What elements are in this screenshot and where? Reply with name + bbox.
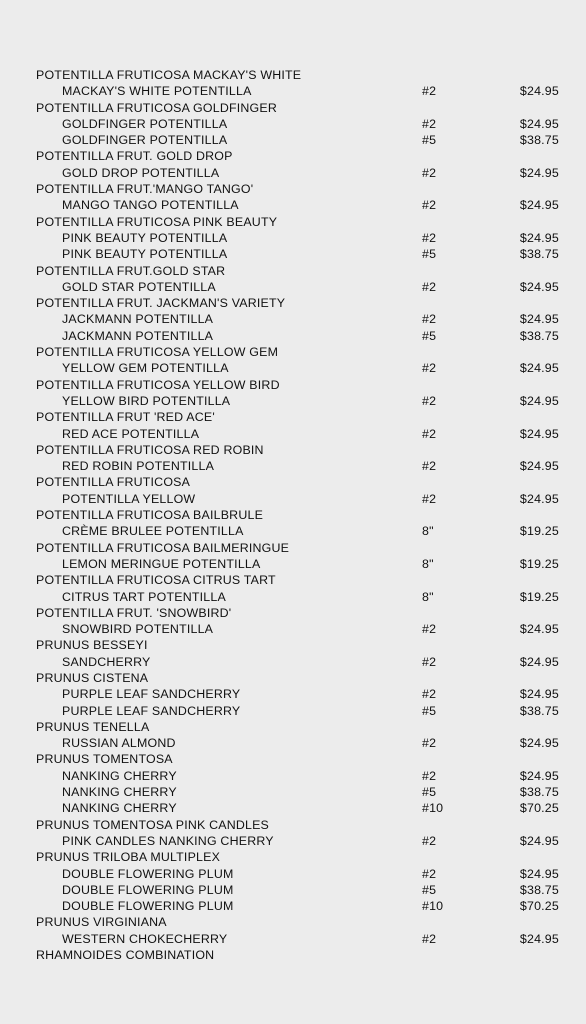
plant-item-row bbox=[0, 426, 586, 442]
common-name: GOLDFINGER POTENTILLA bbox=[62, 133, 228, 148]
plant-item-row bbox=[0, 768, 586, 784]
price: $24.95 bbox=[519, 459, 559, 474]
plant-item-row bbox=[0, 328, 586, 344]
plant-item-row bbox=[0, 458, 586, 474]
botanical-name: POTENTILLA FRUTICOSA BAILBRULE bbox=[36, 508, 264, 523]
botanical-name: RHAMNOIDES COMBINATION bbox=[36, 948, 215, 963]
plant-item-row bbox=[0, 621, 586, 637]
container-size: #2 bbox=[422, 833, 437, 848]
price: $24.95 bbox=[519, 165, 559, 180]
plant-item-row bbox=[0, 116, 586, 132]
plant-item-row bbox=[0, 279, 586, 295]
common-name: RED ACE POTENTILLA bbox=[62, 426, 200, 441]
plant-item-row bbox=[0, 654, 586, 670]
botanical-name: POTENTILLA FRUT 'RED ACE' bbox=[36, 410, 215, 425]
plant-item-row bbox=[0, 882, 586, 898]
plant-heading bbox=[0, 947, 586, 963]
plant-heading bbox=[0, 67, 586, 83]
botanical-name: POTENTILLA FRUTICOSA YELLOW GEM bbox=[36, 345, 279, 360]
container-size: #5 bbox=[422, 785, 437, 800]
plant-item-row bbox=[0, 311, 586, 327]
price: $24.95 bbox=[519, 279, 559, 294]
plant-item-row bbox=[0, 491, 586, 507]
price: $24.95 bbox=[519, 622, 559, 637]
price: $24.95 bbox=[519, 230, 559, 245]
container-size: #2 bbox=[422, 866, 437, 881]
botanical-name: POTENTILLA FRUTICOSA RED ROBIN bbox=[36, 442, 264, 457]
plant-heading bbox=[0, 507, 586, 523]
price: $70.25 bbox=[519, 801, 559, 816]
price: $24.95 bbox=[519, 393, 559, 408]
plant-item-row bbox=[0, 735, 586, 751]
common-name: CITRUS TART POTENTILLA bbox=[62, 589, 226, 604]
container-size: #5 bbox=[422, 703, 437, 718]
container-size: #2 bbox=[422, 230, 437, 245]
price: $24.95 bbox=[519, 833, 559, 848]
container-size: #2 bbox=[422, 198, 437, 213]
common-name: MACKAY'S WHITE POTENTILLA bbox=[62, 84, 252, 99]
container-size: #10 bbox=[422, 801, 444, 816]
botanical-name: POTENTILLA FRUT. JACKMAN'S VARIETY bbox=[36, 296, 286, 311]
plant-heading bbox=[0, 540, 586, 556]
price-list bbox=[0, 67, 586, 963]
plant-heading bbox=[0, 409, 586, 425]
common-name: SANDCHERRY bbox=[62, 654, 151, 669]
plant-item-row bbox=[0, 523, 586, 539]
common-name: YELLOW GEM POTENTILLA bbox=[62, 361, 229, 376]
price: $24.95 bbox=[519, 736, 559, 751]
common-name: PINK CANDLES NANKING CHERRY bbox=[62, 833, 274, 848]
plant-item-row bbox=[0, 898, 586, 914]
common-name: POTENTILLA YELLOW bbox=[62, 491, 196, 506]
botanical-name: PRUNUS TRILOBA MULTIPLEX bbox=[36, 850, 221, 865]
price: $24.95 bbox=[519, 687, 559, 702]
plant-heading bbox=[0, 914, 586, 930]
botanical-name: PRUNUS VIRGINIANA bbox=[36, 915, 167, 930]
container-size: #2 bbox=[422, 768, 437, 783]
common-name: PINK BEAUTY POTENTILLA bbox=[62, 230, 228, 245]
plant-item-row bbox=[0, 165, 586, 181]
container-size: #2 bbox=[422, 622, 437, 637]
botanical-name: POTENTILLA FRUT.'MANGO TANGO' bbox=[36, 182, 254, 197]
plant-item-row bbox=[0, 556, 586, 572]
container-size: #2 bbox=[422, 312, 437, 327]
plant-item-row bbox=[0, 703, 586, 719]
common-name: NANKING CHERRY bbox=[62, 801, 177, 816]
plant-heading bbox=[0, 181, 586, 197]
common-name: YELLOW BIRD POTENTILLA bbox=[62, 393, 231, 408]
botanical-name: POTENTILLA FRUTICOSA bbox=[36, 475, 191, 490]
botanical-name: POTENTILLA FRUT. 'SNOWBIRD' bbox=[36, 605, 232, 620]
common-name: DOUBLE FLOWERING PLUM bbox=[62, 882, 234, 897]
botanical-name: PRUNUS BESSEYI bbox=[36, 638, 148, 653]
price: $38.75 bbox=[519, 882, 559, 897]
plant-item-row bbox=[0, 230, 586, 246]
common-name: SNOWBIRD POTENTILLA bbox=[62, 622, 214, 637]
plant-heading bbox=[0, 751, 586, 767]
plant-item-row bbox=[0, 866, 586, 882]
plant-heading bbox=[0, 474, 586, 490]
price: $24.95 bbox=[519, 116, 559, 131]
botanical-name: POTENTILLA FRUTICOSA CITRUS TART bbox=[36, 573, 276, 588]
price: $24.95 bbox=[519, 491, 559, 506]
container-size: #2 bbox=[422, 116, 437, 131]
plant-heading bbox=[0, 295, 586, 311]
plant-heading bbox=[0, 637, 586, 653]
container-size: #2 bbox=[422, 393, 437, 408]
common-name: LEMON MERINGUE POTENTILLA bbox=[62, 556, 261, 571]
container-size: 8" bbox=[422, 556, 434, 571]
container-size: #2 bbox=[422, 459, 437, 474]
common-name: RED ROBIN POTENTILLA bbox=[62, 459, 215, 474]
botanical-name: POTENTILLA FRUT. GOLD DROP bbox=[36, 149, 233, 164]
common-name: WESTERN CHOKECHERRY bbox=[62, 931, 228, 946]
botanical-name: POTENTILLA FRUTICOSA PINK BEAUTY bbox=[36, 214, 278, 229]
plant-item-row bbox=[0, 800, 586, 816]
price: $24.95 bbox=[519, 84, 559, 99]
price: $24.95 bbox=[519, 866, 559, 881]
plant-heading bbox=[0, 263, 586, 279]
price: $38.75 bbox=[519, 247, 559, 262]
common-name: DOUBLE FLOWERING PLUM bbox=[62, 866, 234, 881]
common-name: GOLD DROP POTENTILLA bbox=[62, 165, 220, 180]
price: $24.95 bbox=[519, 312, 559, 327]
plant-heading bbox=[0, 849, 586, 865]
plant-heading bbox=[0, 817, 586, 833]
plant-item-row bbox=[0, 246, 586, 262]
container-size: #5 bbox=[422, 328, 437, 343]
plant-heading bbox=[0, 719, 586, 735]
plant-heading bbox=[0, 148, 586, 164]
container-size: #2 bbox=[422, 931, 437, 946]
common-name: JACKMANN POTENTILLA bbox=[62, 312, 214, 327]
plant-heading bbox=[0, 572, 586, 588]
plant-heading bbox=[0, 344, 586, 360]
plant-heading bbox=[0, 100, 586, 116]
container-size: 8" bbox=[422, 589, 434, 604]
container-size: #2 bbox=[422, 687, 437, 702]
plant-heading bbox=[0, 670, 586, 686]
container-size: #2 bbox=[422, 426, 437, 441]
plant-heading bbox=[0, 442, 586, 458]
price: $24.95 bbox=[519, 654, 559, 669]
container-size: #5 bbox=[422, 247, 437, 262]
botanical-name: PRUNUS TENELLA bbox=[36, 719, 150, 734]
container-size: #2 bbox=[422, 84, 437, 99]
price: $19.25 bbox=[519, 556, 559, 571]
plant-item-row bbox=[0, 833, 586, 849]
plant-item-row bbox=[0, 686, 586, 702]
plant-heading bbox=[0, 377, 586, 393]
price: $38.75 bbox=[519, 328, 559, 343]
plant-item-row bbox=[0, 393, 586, 409]
container-size: #2 bbox=[422, 361, 437, 376]
common-name: RUSSIAN ALMOND bbox=[62, 736, 176, 751]
price: $19.25 bbox=[519, 589, 559, 604]
container-size: #2 bbox=[422, 491, 437, 506]
common-name: GOLD STAR POTENTILLA bbox=[62, 279, 216, 294]
price: $24.95 bbox=[519, 198, 559, 213]
plant-item-row bbox=[0, 360, 586, 376]
botanical-name: PRUNUS CISTENA bbox=[36, 670, 149, 685]
container-size: #2 bbox=[422, 654, 437, 669]
price: $38.75 bbox=[519, 133, 559, 148]
price: $38.75 bbox=[519, 703, 559, 718]
plant-heading bbox=[0, 605, 586, 621]
price: $24.95 bbox=[519, 931, 559, 946]
plant-item-row bbox=[0, 83, 586, 99]
container-size: #10 bbox=[422, 899, 444, 914]
price: $19.25 bbox=[519, 524, 559, 539]
common-name: CRÈME BRULEE POTENTILLA bbox=[62, 524, 244, 539]
price: $24.95 bbox=[519, 426, 559, 441]
plant-item-row bbox=[0, 132, 586, 148]
botanical-name: POTENTILLA FRUTICOSA BAILMERINGUE bbox=[36, 540, 290, 555]
common-name: NANKING CHERRY bbox=[62, 768, 177, 783]
plant-item-row bbox=[0, 784, 586, 800]
plant-item-row bbox=[0, 589, 586, 605]
price: $70.25 bbox=[519, 899, 559, 914]
container-size: #2 bbox=[422, 165, 437, 180]
plant-item-row bbox=[0, 197, 586, 213]
botanical-name: POTENTILLA FRUTICOSA YELLOW BIRD bbox=[36, 377, 280, 392]
common-name: PURPLE LEAF SANDCHERRY bbox=[62, 687, 241, 702]
container-size: #5 bbox=[422, 882, 437, 897]
botanical-name: POTENTILLA FRUT.GOLD STAR bbox=[36, 263, 226, 278]
common-name: PURPLE LEAF SANDCHERRY bbox=[62, 703, 241, 718]
price: $38.75 bbox=[519, 785, 559, 800]
plant-heading bbox=[0, 214, 586, 230]
common-name: DOUBLE FLOWERING PLUM bbox=[62, 899, 234, 914]
botanical-name: PRUNUS TOMENTOSA bbox=[36, 752, 173, 767]
botanical-name: PRUNUS TOMENTOSA PINK CANDLES bbox=[36, 817, 270, 832]
common-name: PINK BEAUTY POTENTILLA bbox=[62, 247, 228, 262]
common-name: JACKMANN POTENTILLA bbox=[62, 328, 214, 343]
container-size: #2 bbox=[422, 279, 437, 294]
price: $24.95 bbox=[519, 361, 559, 376]
container-size: #5 bbox=[422, 133, 437, 148]
common-name: NANKING CHERRY bbox=[62, 785, 177, 800]
plant-item-row bbox=[0, 931, 586, 947]
container-size: 8" bbox=[422, 524, 434, 539]
price: $24.95 bbox=[519, 768, 559, 783]
botanical-name: POTENTILLA FRUTICOSA GOLDFINGER bbox=[36, 100, 277, 115]
common-name: GOLDFINGER POTENTILLA bbox=[62, 116, 228, 131]
common-name: MANGO TANGO POTENTILLA bbox=[62, 198, 239, 213]
botanical-name: POTENTILLA FRUTICOSA MACKAY'S WHITE bbox=[36, 68, 302, 82]
container-size: #2 bbox=[422, 736, 437, 751]
